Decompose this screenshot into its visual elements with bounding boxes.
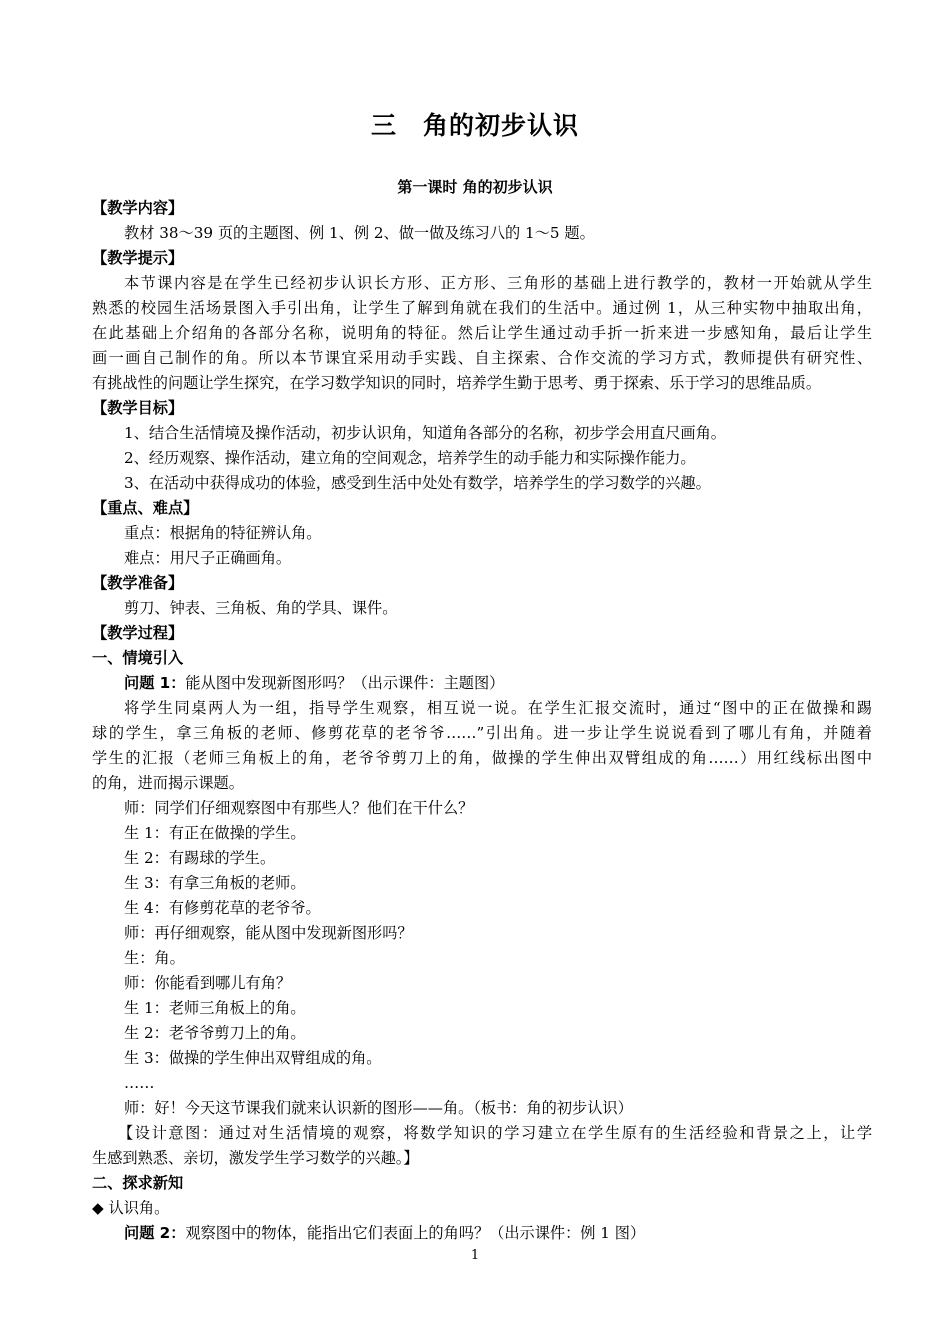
question-1-label: 问题 1： (124, 674, 186, 692)
section-heading-explore: 二、探求新知 (92, 1174, 184, 1192)
heading-key-difficult: 【重点、难点】 (92, 499, 199, 517)
goal-item: 2、经历观察、操作活动，建立角的空间观念，培养学生的动手能力和实际操作能力。 (124, 449, 696, 467)
question-1-text: 能从图中发现新图形吗？（出示课件：主题图） (185, 674, 505, 692)
dialogue-line: 生 1：老师三角板上的角。 (124, 999, 306, 1017)
dialogue-line: 师：你能看到哪儿有角？ (124, 974, 292, 992)
bullet-text: 认识角。 (108, 1199, 170, 1217)
goal-item: 1、结合生活情境及操作活动，初步认识角，知道角各部分的名称，初步学会用直尺画角。 (124, 424, 726, 442)
chapter-title: 三 角的初步认识 (370, 111, 579, 140)
question-1-desc-line: 将学生同桌两人为一组，指导学生观察，相互说一说。在学生汇报交流时，通过“图中的正在做操和踢 (124, 699, 872, 717)
bullet-item (92, 1196, 872, 1221)
heading-teaching-tips: 【教学提示】 (92, 249, 184, 267)
tips-line: 有挑战性的问题让学生探究，在学习数学知识的同时，培养学生勤于思考、勇于探索、乐于学习的思维品质。 (92, 374, 821, 392)
dialogue-line: 生 2：有踢球的学生。 (124, 849, 276, 867)
dialogue-ellipsis: …… (124, 1074, 155, 1092)
question-1 (124, 671, 872, 696)
section-heading-intro: 一、情境引入 (92, 649, 184, 667)
heading-teaching-content: 【教学内容】 (92, 199, 184, 217)
dialogue-line: 生 4：有修剪花草的老爷爷。 (124, 899, 321, 917)
tips-line: 熟悉的校园生活场景图入手引出角，让学生了解到角就在我们的生活中。通过例 1，从三种实物中抽取出角， (92, 299, 872, 317)
question-1-desc-line: 的角，进而揭示课题。 (92, 774, 244, 792)
dialogue-line: 生 1：有正在做操的学生。 (124, 824, 306, 842)
content-text: 教材 38～39 页的主题图、例 1、例 2、做一做及练习八的 1～5 题。 (124, 224, 595, 242)
question-2-label: 问题 2： (124, 1224, 186, 1242)
heading-teaching-goals: 【教学目标】 (92, 399, 184, 417)
heading-preparation: 【教学准备】 (92, 574, 184, 592)
dialogue-line: 师：好！今天这节课我们就来认识新的图形——角。（板书：角的初步认识） (124, 1099, 633, 1117)
diamond-bullet-icon: ◆ (92, 1199, 104, 1217)
lesson-subtitle: 第一课时 角的初步认识 (397, 178, 553, 196)
dialogue-line: 师：同学们仔细观察图中有那些人？他们在干什么？ (124, 799, 474, 817)
tips-line: 画一画自己制作的角。所以本节课宜采用动手实践、自主探索、合作交流的学习方式，教师提供有研究性、 (92, 349, 872, 367)
difficult-point: 难点：用尺子正确画角。 (124, 549, 292, 567)
design-intent-line: 【设计意图：通过对生活情境的观察，将数学知识的学习建立在学生原有的生活经验和背景之上，让学 (118, 1124, 872, 1142)
dialogue-line: 生 2：老爷爷剪刀上的角。 (124, 1024, 306, 1042)
dialogue-line: 生 3：有拿三角板的老师。 (124, 874, 306, 892)
design-intent-line: 生感到熟悉、亲切，激发学生学习数学的兴趣。】 (92, 1149, 419, 1167)
key-point: 重点：根据角的特征辨认角。 (124, 524, 322, 542)
question-2-text: 观察图中的物体，能指出它们表面上的角吗？（出示课件：例 1 图） (185, 1224, 646, 1242)
dialogue-line: 师：再仔细观察，能从图中发现新图形吗？ (124, 924, 413, 942)
tips-line: 本节课内容是在学生已经初步认识长方形、正方形、三角形的基础上进行教学的，教材一开始就从学生 (124, 274, 872, 292)
question-1-desc-line: 学生的汇报（老师三角板上的角，老爷爷剪刀上的角，做操的学生伸出双臂组成的角……）用红线标出图中 (92, 749, 872, 767)
goal-item: 3、在活动中获得成功的体验，感受到生活中处处有数学，培养学生的学习数学的兴趣。 (124, 474, 711, 492)
question-1-desc-line: 球的学生，拿三角板的老师、修剪花草的老爷爷……”引出角。进一步让学生说说看到了哪儿有角，并随着 (92, 724, 872, 742)
page-number: 1 (470, 1248, 480, 1263)
heading-teaching-process: 【教学过程】 (92, 624, 184, 642)
dialogue-line: 生：角。 (124, 949, 185, 967)
tips-line: 在此基础上介绍角的各部分名称，说明角的特征。然后让学生通过动手折一折来进一步感知角，最后让学生 (92, 324, 872, 342)
preparation-text: 剪刀、钟表、三角板、角的学具、课件。 (124, 599, 398, 617)
dialogue-line: 生 3：做操的学生伸出双臂组成的角。 (124, 1049, 382, 1067)
question-2 (124, 1221, 872, 1246)
